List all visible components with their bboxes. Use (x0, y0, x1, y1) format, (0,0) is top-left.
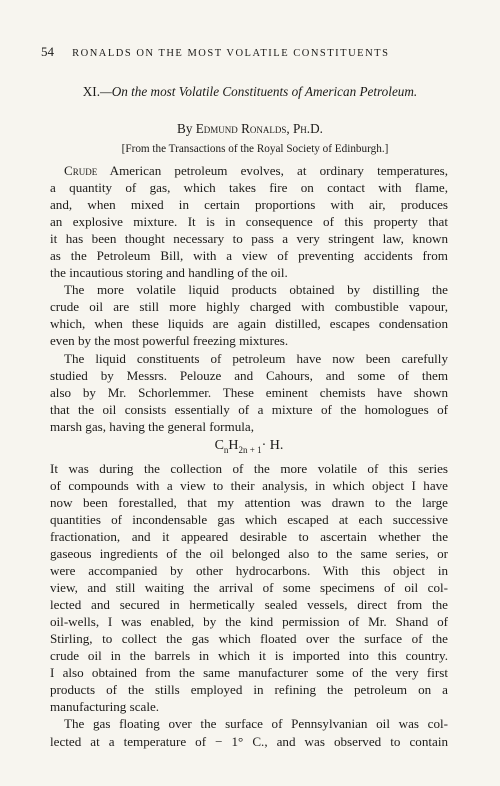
formula-tail: · H. (261, 437, 284, 453)
body-line: quantities of incondensable gas which escaped at each successive (50, 511, 448, 527)
body-line: also by Mr. Schorlemmer. These eminent chemists have shown (50, 384, 448, 400)
formula-sub-n: n (223, 444, 229, 455)
byline (0, 121, 500, 137)
body-line: The more volatile liquid products obtained by distilling the (64, 282, 448, 298)
body-line: even by the most powerful freezing mixtures. (50, 333, 289, 349)
body-line: products of the stills employed in refining the petroleum on a (50, 682, 448, 698)
body-line: crude oil in the barrels in which it is imported into this country. (50, 648, 448, 664)
body-line: and, when mixed in certain proportions with air, produces (50, 197, 448, 213)
drop-lead-word: Crude (64, 163, 98, 178)
article-title (0, 84, 500, 100)
body-line: view, and still waiting the arrival of some specimens of oil col- (50, 580, 448, 596)
body-line: an explosive mixture. It is in consequence of this property that (50, 214, 448, 230)
running-head (41, 44, 450, 60)
author-name: Edmund Ronalds, Ph.D. (195, 121, 323, 136)
body-line: lected and secured in hermetically sealed vessels, direct from the (50, 597, 448, 613)
byline-prefix: By (177, 121, 193, 136)
body-line: oil-wells, I was enabled, by the kind permission of Mr. Shand of (50, 614, 448, 630)
body-line: It was during the collection of the more volatile of this series (50, 460, 448, 476)
source-note: [From the Transactions of the Royal Society of Edinburgh.] (121, 143, 389, 155)
formula-sub-2n1: 2n + 1 (238, 444, 262, 455)
body-line: were accompanied by other hydrocarbons. With this object in (50, 563, 448, 579)
body-line: it has been thought necessary to pass a very stringent law, known (50, 231, 448, 247)
body-line-text: American petroleum evolves, at ordinary temperatures, (97, 163, 448, 178)
body-line: I also obtained from the same manufacturer some of the very first (50, 665, 448, 681)
body-line: which, when these liquids are again distilled, escapes condensation (50, 316, 448, 332)
body-line: marsh gas, having the general formula, (50, 418, 254, 434)
body-line: The liquid constituents of petroleum have now been carefully (64, 350, 448, 366)
body-line: a quantity of gas, which takes fire on contact with flame, (50, 180, 448, 196)
body-line: studied by Messrs. Pelouze and Cahours, and some of them (50, 367, 448, 383)
body-line: now been forestalled, that my attention was drawn to the large (50, 494, 448, 510)
formula-base: C (214, 437, 224, 453)
article-title-text: —On the most Volatile Constituents of American Petroleum. (100, 84, 418, 99)
running-title: RONALDS ON THE MOST VOLATILE CONSTITUENTS (72, 48, 390, 59)
body-line (50, 162, 448, 179)
body-line: lected at a temperature of − 1° C., and was observed to contain (50, 733, 448, 749)
body-line: fractionation, and it appeared desirable to ascertain whether the (50, 528, 448, 544)
body-line: gaseous ingredients of the oil belonged also to the same series, or (50, 545, 448, 561)
article-number: XI. (82, 84, 100, 99)
body-line: of compounds with a view to their analysis, in which object I have (50, 477, 448, 493)
body-line: the incautious storing and handling of the oil. (50, 265, 288, 281)
body-line: The gas floating over the surface of Pennsylvanian oil was col- (64, 716, 448, 732)
formula-hydrogen: H (228, 437, 239, 453)
body-line: that the oil consists essentially of a mixture of the homologues of (50, 401, 448, 417)
general-formula (50, 435, 448, 460)
body-line: as the Petroleum Bill, with a view of preventing accidents from (50, 248, 448, 264)
body-line: crude oil are still more highly charged with combustible vapour, (50, 299, 448, 315)
body-line: manufacturing scale. (50, 699, 160, 715)
page-number: 54 (41, 44, 54, 59)
article-body (50, 162, 448, 750)
body-line: Stirling, to collect the gas which floated over the surface of the (50, 631, 448, 647)
